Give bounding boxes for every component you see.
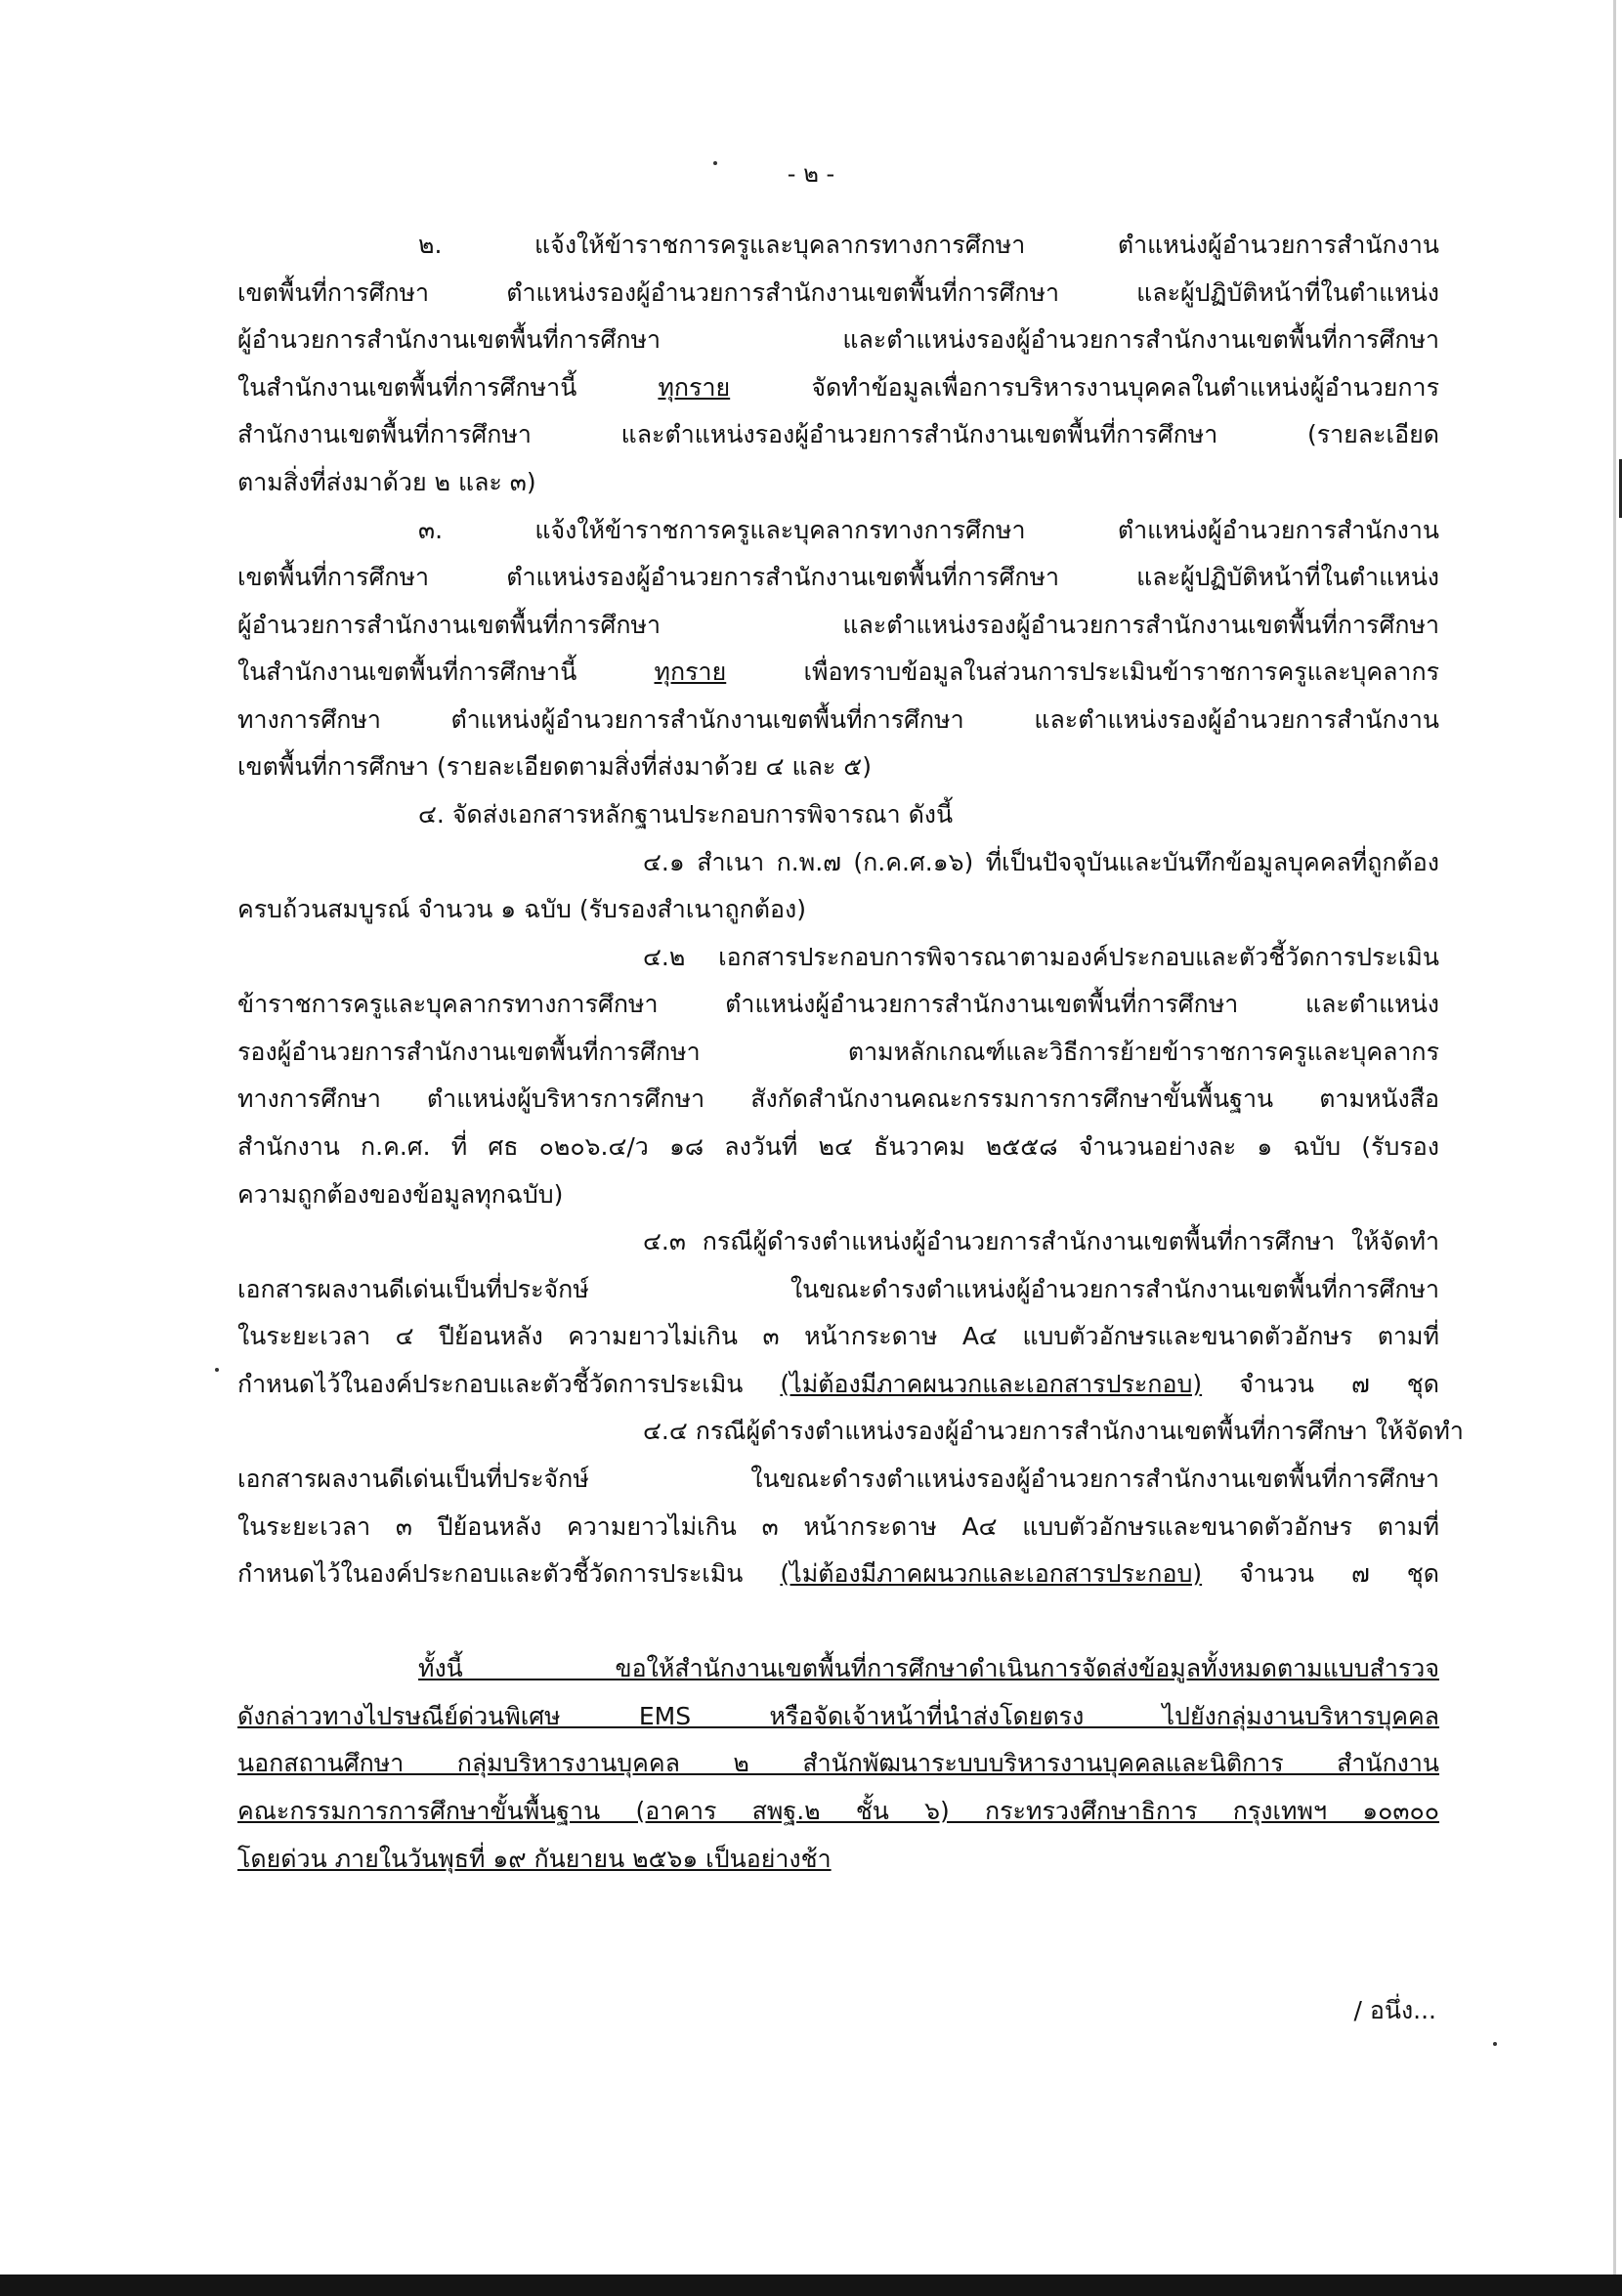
emphasis-every-case: ทุกราย: [654, 658, 727, 686]
item4-4-line3: ในระยะเวลา ๓ ปีย้อนหลัง ความยาวไม่เกิน ๓ หน้ากระดาษ A๔ แบบตัวอักษรและขนาดตัวอักษร ตามที่: [237, 1512, 1439, 1541]
closing-line2: ดังกล่าวทางไปรษณีย์ด่วนพิเศษ EMS หรือจัดเจ้าหน้าที่นำส่งโดยตรง ไปยังกลุ่มงานบริหารบุคคล: [237, 1702, 1439, 1730]
item2-line4: ในสำนักงานเขตพื้นที่การศึกษานี้ ทุกราย จัดทำข้อมูลเพื่อการบริหารงานบุคคลในตำแหน่งผู้อำนวยการ: [237, 373, 1440, 402]
scan-speck: [215, 1368, 219, 1372]
item2-line5: สำนักงานเขตพื้นที่การศึกษา และตำแหน่งรองผู้อำนวยการสำนักงานเขตพื้นที่การศึกษา (รายละเอียด: [237, 420, 1439, 448]
item4-1-line2: ครบถ้วนสมบูรณ์ จำนวน ๑ ฉบับ (รับรองสำเนาถูกต้อง): [237, 895, 806, 923]
scan-speck: [713, 161, 717, 165]
item4-2-line3: รองผู้อำนวยการสำนักงานเขตพื้นที่การศึกษา ตามหลักเกณฑ์และวิธีการย้ายข้าราชการครูและบุคลากร: [237, 1038, 1439, 1066]
closing-line1: ทั้งนี้ ขอให้สำนักงานเขตพื้นที่การศึกษาดำเนินการจัดส่งข้อมูลทั้งหมดตามแบบสำรวจ: [418, 1654, 1439, 1682]
closing-line3: นอกสถานศึกษา กลุ่มบริหารงานบุคคล ๒ สำนักพัฒนาระบบบริหารงานบุคคลและนิติการ สำนักงาน: [237, 1749, 1439, 1777]
item4-2-line1: ๔.๒ เอกสารประกอบการพิจารณาตามองค์ประกอบและตัวชี้วัดการประเมิน: [643, 943, 1439, 971]
item4-2-line2: ข้าราชการครูและบุคลากรทางการศึกษา ตำแหน่งผู้อำนวยการสำนักงานเขตพื้นที่การศึกษา และตำแหน่ง: [237, 990, 1439, 1018]
item3-line6: เขตพื้นที่การศึกษา (รายละเอียดตามสิ่งที่ส่งมาด้วย ๔ และ ๕): [237, 752, 872, 781]
no-appendix-note: (ไม่ต้องมีภาคผนวกและเอกสารประกอบ): [780, 1370, 1203, 1398]
item4-2-line6: ความถูกต้องของข้อมูลทุกฉบับ): [237, 1180, 564, 1209]
continuation-marker: / อนึ่ง...: [1353, 1996, 1436, 2024]
emphasis-every-case: ทุกราย: [658, 373, 731, 402]
item4-3-line3: ในระยะเวลา ๔ ปีย้อนหลัง ความยาวไม่เกิน ๓ หน้ากระดาษ A๔ แบบตัวอักษรและขนาดตัวอักษร ตามที่: [237, 1322, 1439, 1350]
scan-speck: [1493, 2042, 1497, 2046]
item3-line1: ๓. แจ้งให้ข้าราชการครูและบุคลากรทางการศึกษา ตำแหน่งผู้อำนวยการสำนักงาน: [418, 516, 1439, 544]
item2-line2: เขตพื้นที่การศึกษา ตำแหน่งรองผู้อำนวยการสำนักงานเขตพื้นที่การศึกษา และผู้ปฏิบัติหน้าที่ในตำแหน่ง: [237, 278, 1439, 307]
item4-2-line4: ทางการศึกษา ตำแหน่งผู้บริหารการศึกษา สังกัดสำนักงานคณะกรรมการการศึกษาขั้นพื้นฐาน ตามหนังสือ: [237, 1084, 1439, 1113]
item4-4-line4: กำหนดไว้ในองค์ประกอบและตัวชี้วัดการประเมิน (ไม่ต้องมีภาคผนวกและเอกสารประกอบ) จำนวน ๗ ชุด: [237, 1559, 1439, 1588]
item4-4-line2: เอกสารผลงานดีเด่นเป็นที่ประจักษ์ ในขณะดำรงตำแหน่งรองผู้อำนวยการสำนักงานเขตพื้นที่การศึกษา: [237, 1465, 1439, 1493]
item2-line3: ผู้อำนวยการสำนักงานเขตพื้นที่การศึกษา และตำแหน่งรองผู้อำนวยการสำนักงานเขตพื้นที่การศึกษา: [237, 325, 1439, 354]
item2-line6: ตามสิ่งที่ส่งมาด้วย ๒ และ ๓): [237, 468, 536, 496]
closing-line5: โดยด่วน ภายในวันพุธที่ ๑๙ กันยายน ๒๕๖๑ เป็นอย่างช้า: [237, 1845, 832, 1873]
item2-line1: ๒. แจ้งให้ข้าราชการครูและบุคลากรทางการศึกษา ตำแหน่งผู้อำนวยการสำนักงาน: [418, 231, 1439, 259]
item3-line5: ทางการศึกษา ตำแหน่งผู้อำนวยการสำนักงานเขตพื้นที่การศึกษา และตำแหน่งรองผู้อำนวยการสำนักงาน: [237, 705, 1439, 734]
item4-3-line1: ๔.๓ กรณีผู้ดำรงตำแหน่งผู้อำนวยการสำนักงานเขตพื้นที่การศึกษา ให้จัดทำ: [643, 1227, 1439, 1255]
scan-edge-right: [1613, 0, 1616, 2296]
item4-3-line2: เอกสารผลงานดีเด่นเป็นที่ประจักษ์ ในขณะดำรงตำแหน่งผู้อำนวยการสำนักงานเขตพื้นที่การศึกษา: [237, 1275, 1439, 1303]
page-number: - ๒ -: [787, 160, 835, 188]
item4-4-line1: ๔.๔ กรณีผู้ดำรงตำแหน่งรองผู้อำนวยการสำนักงานเขตพื้นที่การศึกษา ให้จัดทำ: [643, 1417, 1464, 1445]
scan-bottom-edge: [0, 2275, 1622, 2296]
item4-1-line1: ๔.๑ สำเนา ก.พ.๗ (ก.ค.ศ.๑๖) ที่เป็นปัจจุบันและบันทึกข้อมูลบุคคลที่ถูกต้อง: [643, 848, 1439, 876]
item3-line4: ในสำนักงานเขตพื้นที่การศึกษานี้ ทุกราย เพื่อทราบข้อมูลในส่วนการประเมินข้าราชการครูและบุคลากร: [237, 658, 1440, 686]
item3-line2: เขตพื้นที่การศึกษา ตำแหน่งรองผู้อำนวยการสำนักงานเขตพื้นที่การศึกษา และผู้ปฏิบัติหน้าที่ในตำแหน่ง: [237, 563, 1439, 591]
item3-line3: ผู้อำนวยการสำนักงานเขตพื้นที่การศึกษา และตำแหน่งรองผู้อำนวยการสำนักงานเขตพื้นที่การศึกษา: [237, 611, 1439, 639]
item4-2-line5: สำนักงาน ก.ค.ศ. ที่ ศธ ๐๒๐๖.๔/ว ๑๘ ลงวันที่ ๒๔ ธันวาคม ๒๕๕๘ จำนวนอย่างละ ๑ ฉบับ (รับรอง: [237, 1132, 1439, 1161]
item4-3-line4: กำหนดไว้ในองค์ประกอบและตัวชี้วัดการประเมิน (ไม่ต้องมีภาคผนวกและเอกสารประกอบ) จำนวน ๗ ชุด: [237, 1370, 1439, 1398]
closing-line4: คณะกรรมการการศึกษาขั้นพื้นฐาน (อาคาร สพฐ.๒ ชั้น ๖) กระทรวงศึกษาธิการ กรุงเทพฯ ๑๐๓๐๐: [237, 1797, 1439, 1825]
item4-heading: ๔. จัดส่งเอกสารหลักฐานประกอบการพิจารณา ดังนี้: [418, 800, 954, 829]
no-appendix-note: (ไม่ต้องมีภาคผนวกและเอกสารประกอบ): [780, 1559, 1203, 1588]
